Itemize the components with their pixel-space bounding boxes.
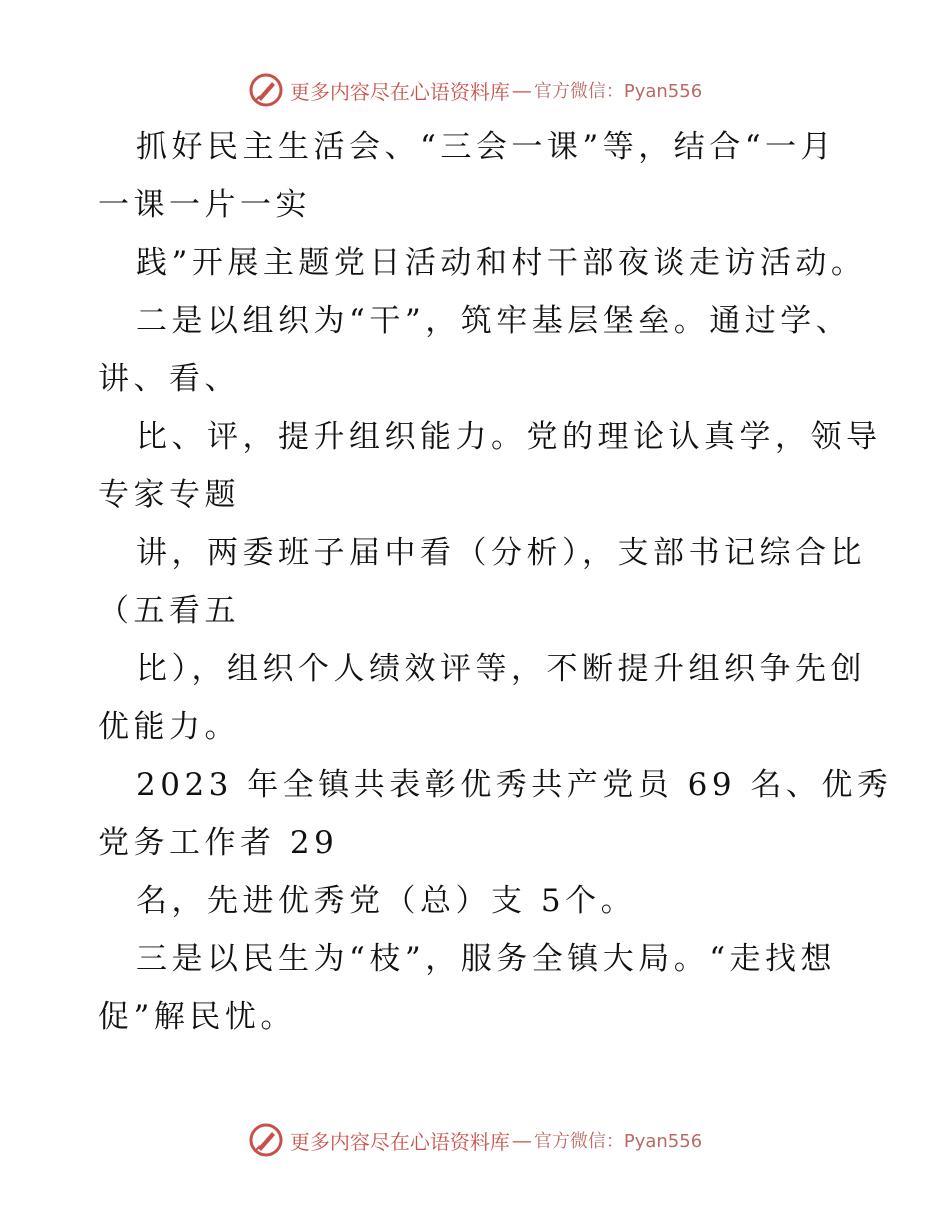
text-line: 2023 年全镇共表彰优秀共产党员 69 名、优秀 bbox=[136, 767, 893, 803]
watermark-text: 更多内容尽在心语资料库 bbox=[289, 79, 510, 104]
watermark-text: 更多内容尽在心语资料库 bbox=[289, 1129, 510, 1154]
text-line: 一课一片一实 bbox=[98, 187, 311, 223]
text-line: 优能力。 bbox=[98, 709, 240, 745]
header-watermark bbox=[0, 70, 950, 110]
footer-watermark bbox=[0, 1120, 950, 1160]
text-line: （五看五 bbox=[98, 593, 240, 629]
watermark-wechat: 官方微信：Pyan556 bbox=[533, 1131, 703, 1152]
text-line: 讲，两委班子届中看（分析），支部书记综合比 bbox=[136, 535, 866, 571]
watermark-separator: — bbox=[511, 1128, 532, 1152]
text-line: 抓好民主生活会、“三会一课”等，结合“一月 bbox=[136, 129, 837, 165]
text-line: 践”开展主题党日活动和村干部夜谈走访活动。 bbox=[136, 245, 867, 281]
watermark-separator: — bbox=[511, 78, 532, 102]
body-text bbox=[98, 118, 893, 1046]
text-line: 二是以组织为“干”，筑牢基层堡垒。通过学、 bbox=[136, 303, 852, 339]
text-line: 名，先进优秀党（总）支 5个。 bbox=[136, 883, 637, 919]
text-line: 讲、看、 bbox=[98, 361, 240, 397]
text-line: 比、评，提升组织能力。党的理论认真学，领导 bbox=[136, 419, 882, 455]
text-line: 促”解民忧。 bbox=[98, 999, 296, 1035]
text-line: 党务工作者 29 bbox=[98, 825, 339, 861]
quill-logo-icon bbox=[248, 72, 284, 108]
quill-logo-icon bbox=[248, 1122, 284, 1158]
text-line: 比），组织个人绩效评等，不断提升组织争先创 bbox=[136, 651, 866, 687]
text-line: 三是以民生为“枝”，服务全镇大局。“走找想 bbox=[136, 941, 837, 977]
watermark-wechat: 官方微信：Pyan556 bbox=[533, 81, 703, 102]
text-line: 专家专题 bbox=[98, 477, 240, 513]
